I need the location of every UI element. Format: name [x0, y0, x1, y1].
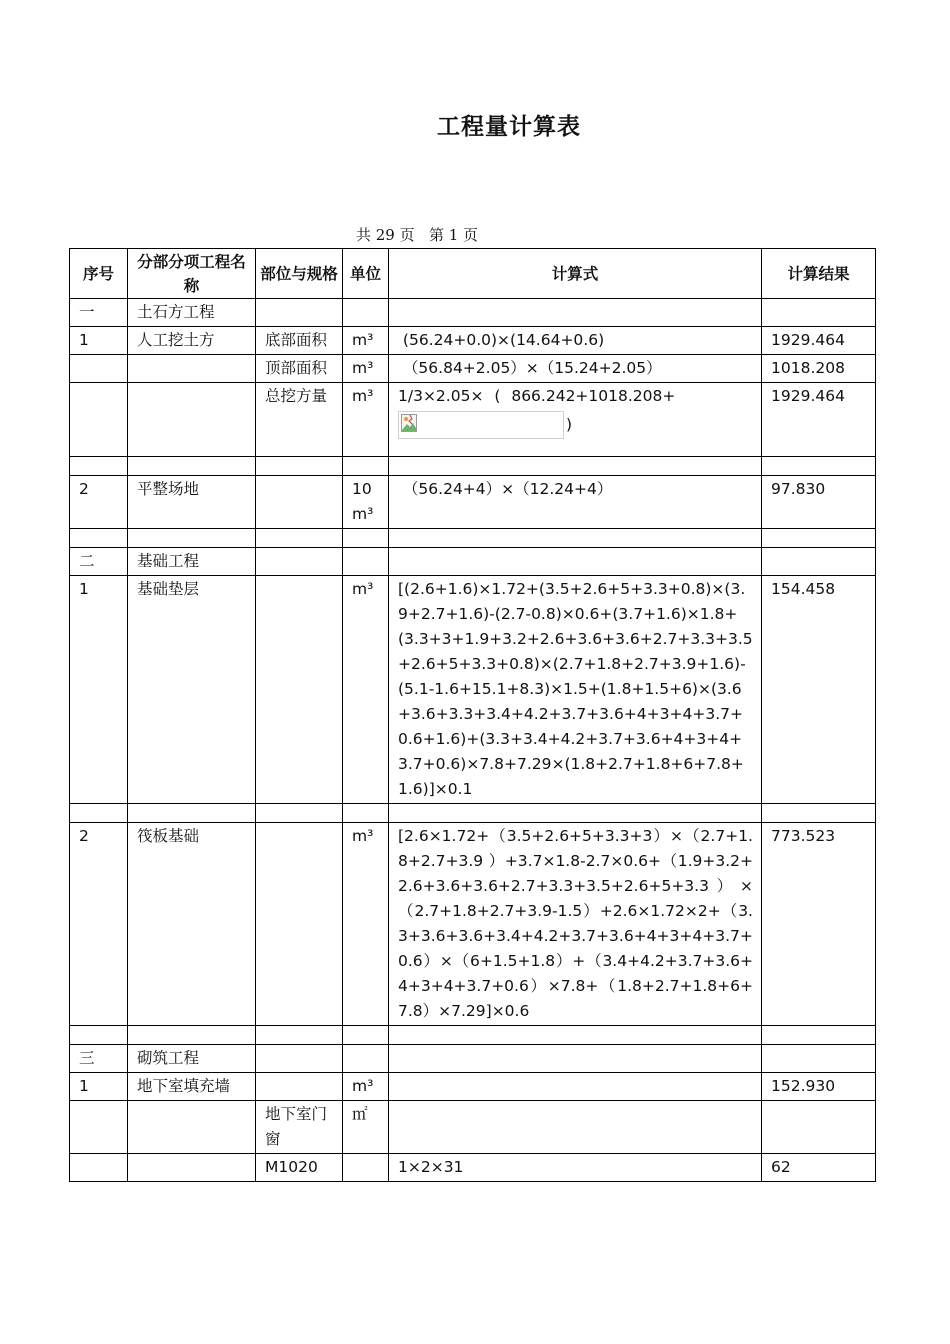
cell-name: 砌筑工程: [128, 1045, 256, 1073]
cell-name: [128, 1154, 256, 1182]
table-row: [70, 476, 876, 529]
cell-name: [128, 355, 256, 383]
cell-result: 1929.464: [762, 383, 876, 457]
cell-result: 1929.464: [762, 327, 876, 355]
cell-name: 人工挖土方: [128, 327, 256, 355]
cell-result: 773.523: [762, 823, 876, 1026]
header-name: 分部分项工程名称: [128, 249, 256, 299]
cell-unit: m³: [343, 383, 389, 457]
table-row: [70, 327, 876, 355]
page-title: 工程量计算表: [437, 114, 581, 140]
table-row: [70, 383, 876, 457]
cell-name: 平整场地: [128, 476, 256, 529]
cell-part: [256, 548, 343, 576]
cell-no: 二: [70, 548, 128, 576]
cell-result: 152.930: [762, 1073, 876, 1101]
formula-line: 1/3×2.05× ( 866.242+1018.208+: [398, 387, 676, 405]
cell-unit: [343, 299, 389, 327]
cell-unit: [343, 1154, 389, 1182]
cell-result: 154.458: [762, 576, 876, 804]
cell-formula: 1×2×31: [389, 1154, 762, 1182]
page-info: [356, 224, 478, 245]
table-row-empty: [70, 457, 876, 476]
table-row: [70, 1154, 876, 1182]
cell-formula: [2.6×1.72+（3.5+2.6+5+3.3+3）×（2.7+1.8+2.7+3.9 ）+3.7×1.8-2.7×0.6+（1.9+3.2+2.6+3.6+3.6+2.7+3.3+3.5+2.6+5+3.3）×（2.7+1.8+2.7+3.9-1.5）+2.6×1.72×2+（3.3+3.6+3.6+3.4+4.2+3.7+3.6+4+3+4+3.7+0.6）×（6+1.5+1.8）+（3.4+4.2+3.7+3.6+4+3+4+3.7+0.6）×7.8+（1.8+2.7+1.8+6+7.8）×7.29]×0.6: [389, 823, 762, 1026]
cell-formula: （56.24+4）×（12.24+4）: [389, 476, 762, 529]
cell-part: 底部面积: [256, 327, 343, 355]
cell-result: 1018.208: [762, 355, 876, 383]
table-row: [70, 1045, 876, 1073]
cell-formula: (56.24+0.0)×(14.64+0.6): [389, 327, 762, 355]
cell-result: 62: [762, 1154, 876, 1182]
current-page: 第 1 页: [428, 226, 479, 244]
cell-no: 一: [70, 299, 128, 327]
cell-no: 2: [70, 476, 128, 529]
header-no: 序号: [70, 249, 128, 299]
cell-part: [256, 576, 343, 804]
cell-result: [762, 548, 876, 576]
table-row: [70, 576, 876, 804]
table-row: [70, 355, 876, 383]
cell-no: 2: [70, 823, 128, 1026]
cell-no: [70, 355, 128, 383]
cell-unit: m³: [343, 823, 389, 1026]
cell-part: 地下室门窗: [256, 1101, 343, 1154]
cell-name: [128, 1101, 256, 1154]
table-row-empty: [70, 804, 876, 823]
cell-formula: [389, 1101, 762, 1154]
cell-formula: [389, 383, 762, 457]
cell-no: 1: [70, 1073, 128, 1101]
cell-no: [70, 1101, 128, 1154]
cell-name: [128, 383, 256, 457]
cell-formula: [(2.6+1.6)×1.72+(3.5+2.6+5+3.3+0.8)×(3.9+2.7+1.6)-(2.7-0.8)×0.6+(3.7+1.6)×1.8+(3.3+3+1.9+3.2+2.6+3.6+3.6+2.7+3.3+3.5+2.6+5+3.3+0.8)×(2.7+1.8+2.7+3.9+1.6)-(5.1-1.6+15.1+8.3)×1.5+(1.8+1.5+6)×(3.6+3.6+3.3+3.4+4.2+3.7+3.6+4+3+4+3.7+0.6+1.6)+(3.3+3.4+4.2+3.7+3.6+4+3+4+3.7+0.6)×7.8+7.29×(1.8+2.7+1.8+6+7.8+1.6)]×0.1: [389, 576, 762, 804]
cell-part: [256, 1045, 343, 1073]
cell-unit: m³: [343, 1073, 389, 1101]
cell-no: 1: [70, 327, 128, 355]
cell-part: [256, 299, 343, 327]
cell-formula: [389, 1045, 762, 1073]
cell-part: [256, 1073, 343, 1101]
cell-name: 地下室填充墙: [128, 1073, 256, 1101]
table-header-row: [70, 249, 876, 299]
cell-unit: [343, 1045, 389, 1073]
quantity-table: [69, 248, 876, 1182]
table-row: [70, 1101, 876, 1154]
embedded-image: [398, 411, 564, 439]
header-unit: 单位: [343, 249, 389, 299]
table-row: [70, 548, 876, 576]
cell-part: M1020: [256, 1154, 343, 1182]
cell-part: [256, 823, 343, 1026]
table-row-empty: [70, 529, 876, 548]
total-pages: 共 29 页: [356, 226, 415, 244]
cell-unit: [343, 548, 389, 576]
cell-name: 基础工程: [128, 548, 256, 576]
cell-result: [762, 1101, 876, 1154]
formula-close-paren: ): [566, 415, 573, 434]
table-row-empty: [70, 1026, 876, 1045]
cell-result: 97.830: [762, 476, 876, 529]
cell-no: [70, 1154, 128, 1182]
cell-name: 筏板基础: [128, 823, 256, 1026]
cell-part: 顶部面积: [256, 355, 343, 383]
broken-image-icon: [401, 414, 417, 432]
table-row: [70, 823, 876, 1026]
cell-formula: （56.84+2.05）×（15.24+2.05）: [389, 355, 762, 383]
cell-unit: m³: [343, 355, 389, 383]
cell-part: [256, 476, 343, 529]
cell-formula: [389, 299, 762, 327]
table-row: [70, 1073, 876, 1101]
cell-name: 基础垫层: [128, 576, 256, 804]
cell-no: 三: [70, 1045, 128, 1073]
cell-unit: m³: [343, 576, 389, 804]
cell-formula: [389, 548, 762, 576]
cell-formula: [389, 1073, 762, 1101]
cell-part: 总挖方量: [256, 383, 343, 457]
cell-unit: 10 m³: [343, 476, 389, 529]
table-row: [70, 299, 876, 327]
cell-no: 1: [70, 576, 128, 804]
cell-result: [762, 1045, 876, 1073]
header-formula: 计算式: [389, 249, 762, 299]
cell-result: [762, 299, 876, 327]
cell-name: 土石方工程: [128, 299, 256, 327]
header-part: 部位与规格: [256, 249, 343, 299]
cell-no: [70, 383, 128, 457]
header-result: 计算结果: [762, 249, 876, 299]
cell-unit: m³: [343, 327, 389, 355]
cell-unit: ㎡: [343, 1101, 389, 1154]
